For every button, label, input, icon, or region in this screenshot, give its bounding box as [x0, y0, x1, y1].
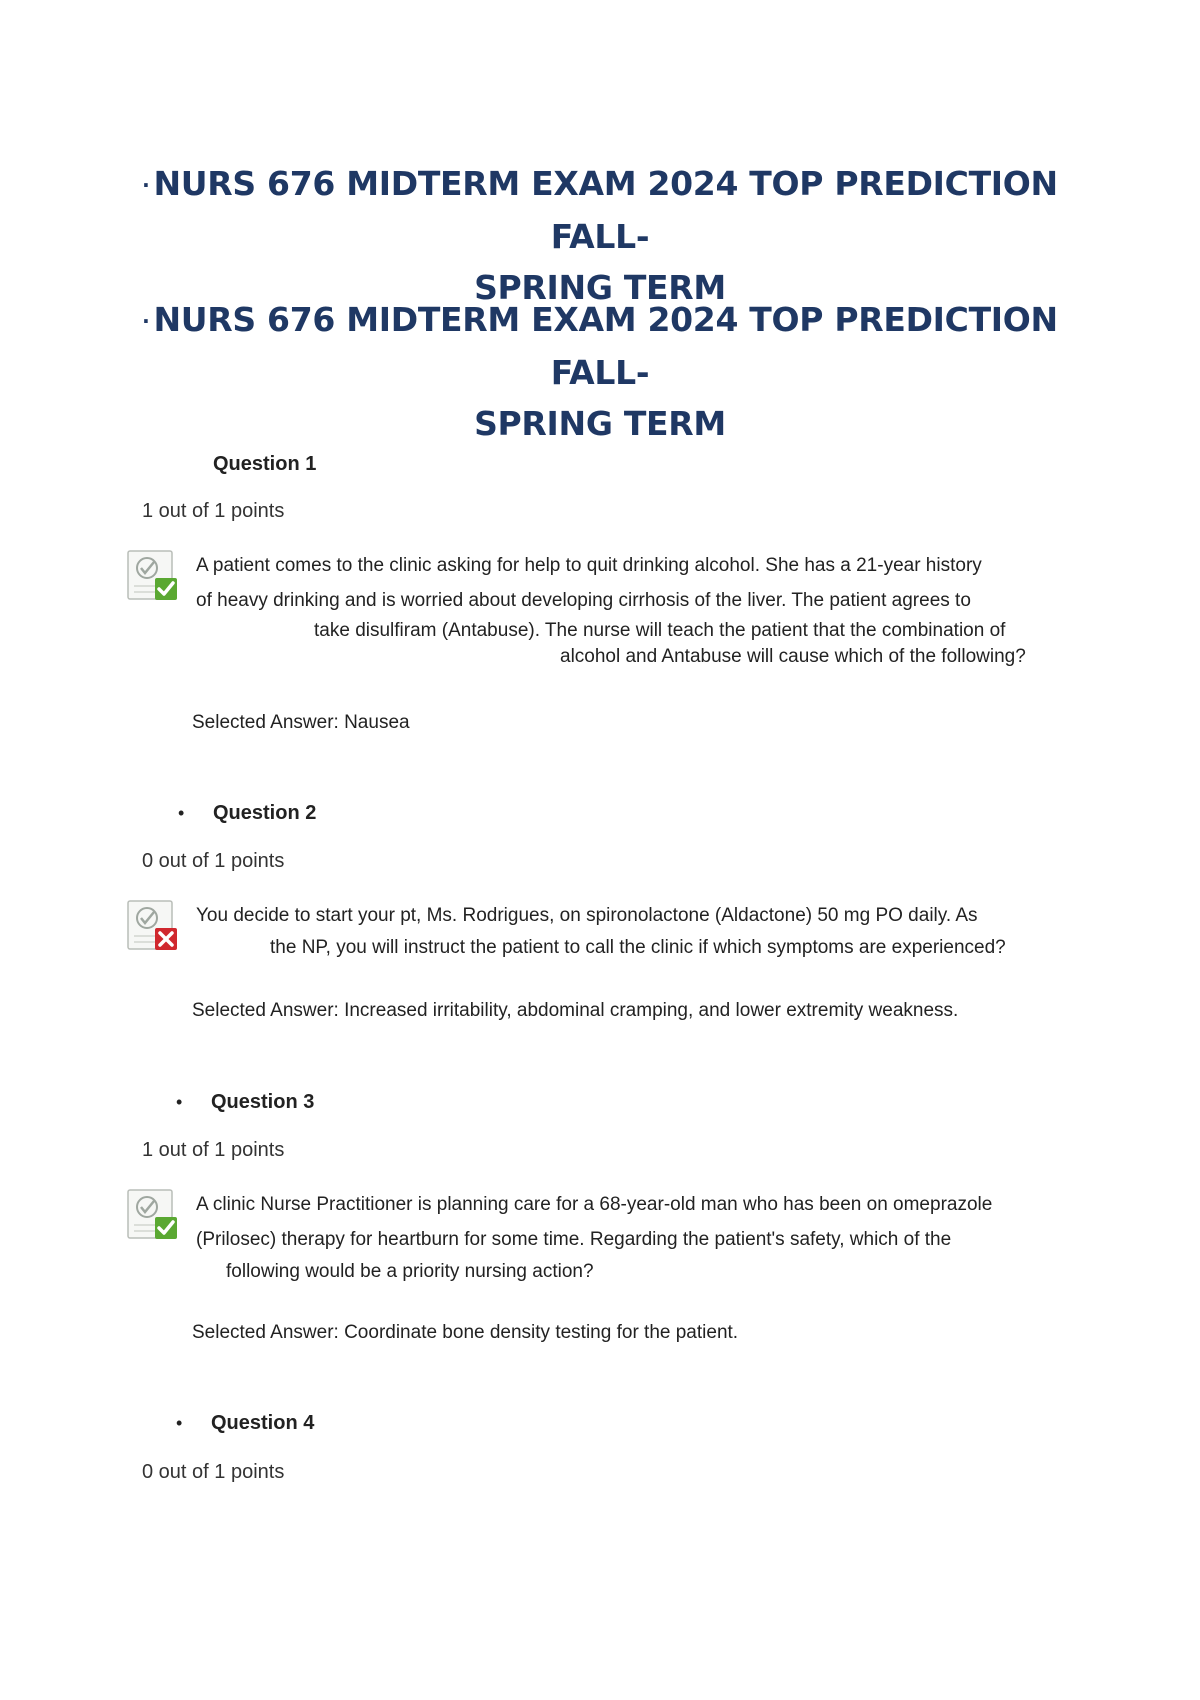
title-bullet: · — [142, 173, 150, 197]
title-bullet: · — [142, 309, 150, 333]
question-2-text-line: the NP, you will instruct the patient to call the clinic if which symptoms are experienced? — [270, 937, 1006, 958]
question-2-text-line: You decide to start your pt, Ms. Rodrigues, on spironolactone (Aldactone) 50 mg PO daily. As — [196, 905, 978, 926]
title-line-1: NURS 676 MIDTERM EXAM 2024 TOP PREDICTION FALL- — [153, 164, 1058, 256]
question-3-heading: Question 3 — [211, 1091, 315, 1113]
question-2-bullet: • — [178, 803, 185, 823]
correct-answer-icon — [125, 1187, 181, 1243]
correct-answer-icon — [125, 548, 181, 604]
question-1-text-line: take disulfiram (Antabuse). The nurse will teach the patient that the combination of — [314, 620, 1006, 641]
title-line-2: SPRING TERM — [474, 404, 726, 443]
question-2-points: 0 out of 1 points — [142, 850, 285, 872]
question-2-selected-answer: Selected Answer: Increased irritability, abdominal cramping, and lower extremity weakness. — [192, 1000, 959, 1021]
question-4-points: 0 out of 1 points — [142, 1461, 285, 1483]
question-1-points: 1 out of 1 points — [142, 500, 285, 522]
question-1-selected-answer: Selected Answer: Nausea — [192, 712, 410, 733]
question-3-bullet: • — [176, 1092, 183, 1112]
document-title-repeat — [140, 294, 1060, 449]
incorrect-answer-icon — [125, 898, 181, 954]
question-2-heading: Question 2 — [213, 802, 317, 824]
question-1-text-line: A patient comes to the clinic asking for help to quit drinking alcohol. She has a 21-year history — [196, 555, 982, 576]
question-3-text-line: A clinic Nurse Practitioner is planning care for a 68-year-old man who has been on omeprazole — [196, 1194, 993, 1215]
title-line-1: NURS 676 MIDTERM EXAM 2024 TOP PREDICTION FALL- — [153, 300, 1058, 392]
document-title — [140, 158, 1060, 313]
question-1-text-line: alcohol and Antabuse will cause which of the following? — [560, 646, 1026, 667]
question-1-text-line: of heavy drinking and is worried about developing cirrhosis of the liver. The patient agrees to — [196, 590, 971, 611]
question-4-heading: Question 4 — [211, 1412, 315, 1434]
question-3-text-line: (Prilosec) therapy for heartburn for some time. Regarding the patient's safety, which of the — [196, 1229, 952, 1250]
question-4-bullet: • — [176, 1413, 183, 1433]
title-line-2: SPRING TERM — [474, 268, 726, 307]
question-1-heading: Question 1 — [213, 453, 317, 475]
question-3-text-line: following would be a priority nursing action? — [226, 1261, 594, 1282]
question-3-points: 1 out of 1 points — [142, 1139, 285, 1161]
question-3-selected-answer: Selected Answer: Coordinate bone density testing for the patient. — [192, 1322, 739, 1343]
